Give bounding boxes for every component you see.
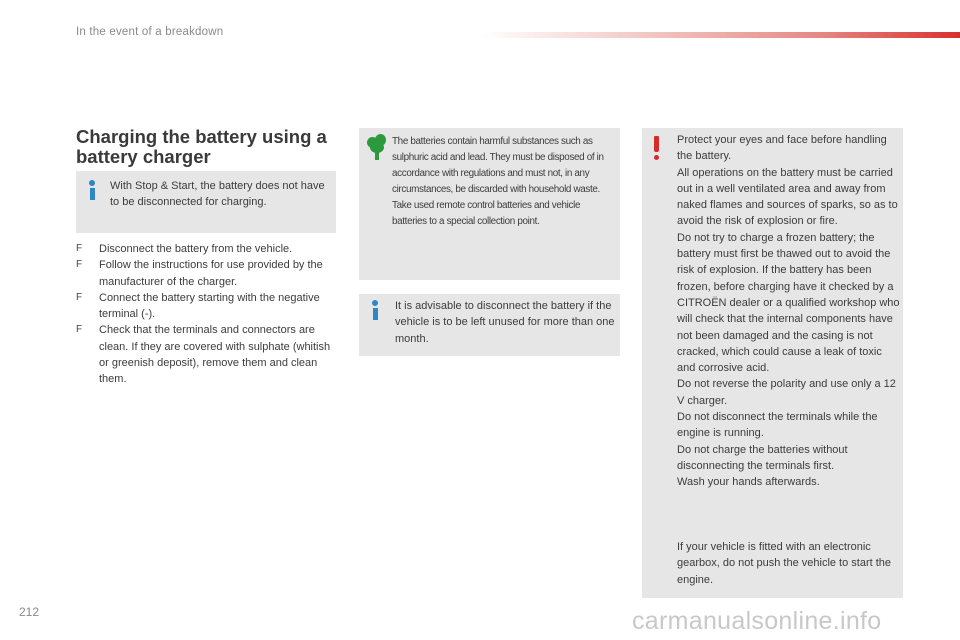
tree-icon — [367, 133, 387, 161]
warning-paragraph: Do not try to charge a frozen battery; the battery must first be thawed out to avoid the risk of explosion. If the battery has been frozen, before charging have it checked by a CITROËN dealer or a qualified workshop who will check that the internal components have not been damaged and the casing is not cracked, which could cause a leak of toxic and corrosive acid. — [677, 231, 900, 375]
warning-paragraph: Do not reverse the polarity and use only a 12 V charger. — [677, 378, 896, 407]
safety-warning-text — [677, 132, 901, 491]
step-item: F Connect the battery starting with the negative terminal (-). — [76, 291, 320, 321]
step-marker: F — [76, 324, 83, 336]
procedure-steps — [76, 241, 338, 388]
disconnect-advice-note: It is advisable to disconnect the battery if the vehicle is to be left unused for more than one month. — [395, 300, 615, 345]
warning-paragraph: Protect your eyes and face before handling the battery. — [677, 134, 887, 163]
environment-note — [392, 134, 616, 229]
info-icon — [87, 180, 97, 202]
environment-note-text: Take used remote control batteries and vehicle batteries to a special collection point. — [392, 199, 581, 227]
environment-note-text: The batteries contain harmful substances such as sulphuric acid and lead. They must be disposed of in accordance with regulations and must not, in any circumstances, be discarded with household waste. — [392, 136, 604, 195]
stop-start-note: With Stop & Start, the battery does not have to be disconnected for charging. — [110, 180, 325, 209]
header-accent-bar — [480, 32, 960, 38]
section-header: In the event of a breakdown — [76, 26, 224, 38]
page-title: Charging the battery using a battery charger — [76, 126, 327, 167]
step-marker: F — [76, 259, 83, 271]
warning-paragraph: Do not charge the batteries without disconnecting the terminals first. — [677, 443, 848, 472]
step-item: F Disconnect the battery from the vehicle. — [76, 241, 338, 257]
step-item: F Follow the instructions for use provided by the manufacturer of the charger. — [76, 259, 323, 288]
warning-paragraph: Wash your hands afterwards. — [677, 476, 820, 489]
gearbox-note: If your vehicle is fitted with an electronic gearbox, do not push the vehicle to start the engine. — [677, 541, 892, 586]
watermark: carmanualsonline.info — [632, 607, 882, 635]
step-marker: F — [76, 291, 83, 303]
step-item: F Check that the terminals and connectors are clean. If they are covered with sulphate (whitish or greenish deposit), remove them and clean them. — [76, 324, 331, 386]
exclamation-icon — [651, 136, 663, 162]
warning-paragraph: Do not disconnect the terminals while the engine is running. — [677, 411, 878, 440]
page-number: 212 — [19, 605, 40, 619]
info-icon — [370, 300, 380, 322]
step-marker: F — [76, 243, 83, 254]
warning-paragraph: All operations on the battery must be carried out in a well ventilated area and away from naked flames and sources of sparks, so as to avoid the risk of explosion or fire. — [677, 166, 898, 228]
